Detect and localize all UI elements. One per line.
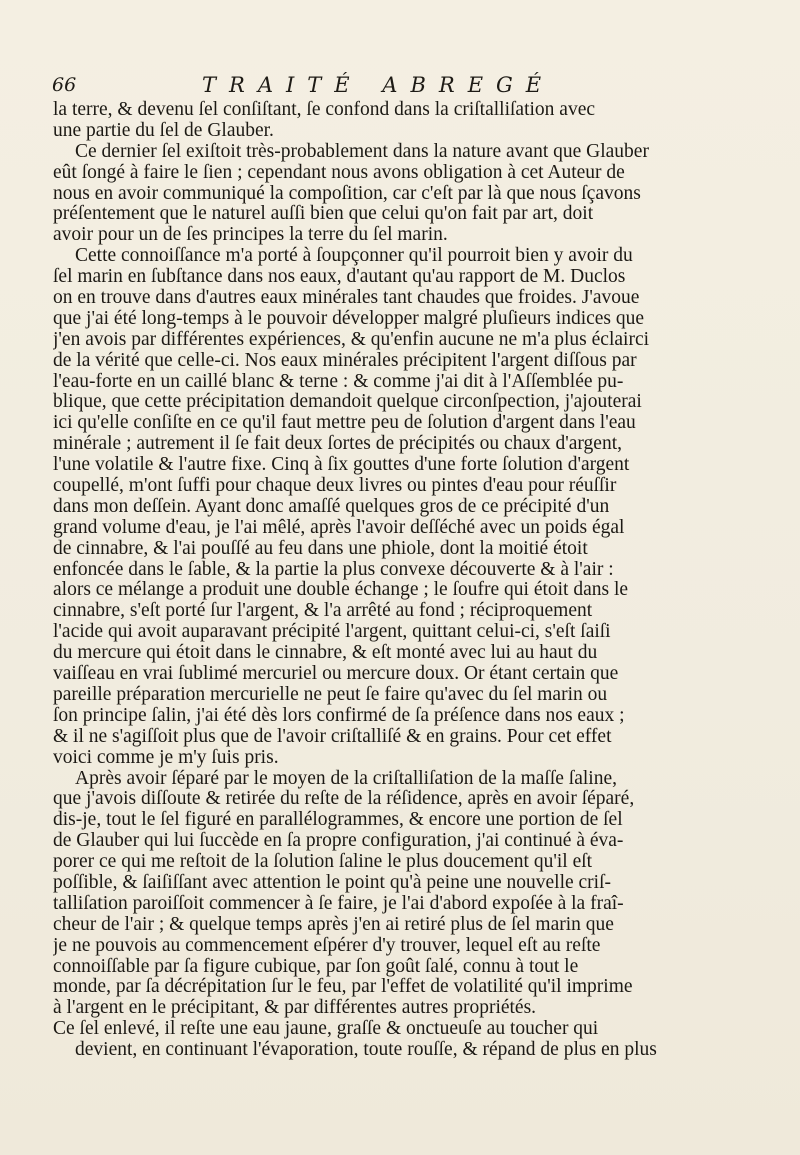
page-header bbox=[52, 74, 782, 102]
text-line: minérale ; autrement il ſe fait deux ſortes de précipités ou chaux d'argent, bbox=[53, 434, 622, 455]
text-line: avoir pour un de ſes principes la terre du ſel marin. bbox=[53, 225, 448, 246]
text-line: une partie du ſel de Glauber. bbox=[53, 120, 274, 141]
text-line: à l'argent en le précipitant, & par différentes autres propriétés. bbox=[53, 998, 537, 1019]
text-line: j'en avois par différentes expériences, & qu'enfin aucune ne m'a plus éclairci bbox=[53, 329, 650, 350]
text-line: eût ſongé à faire le ſien ; cependant nous avons obligation à cet Auteur de bbox=[53, 162, 625, 183]
text-line: cinnabre, s'eſt porté ſur l'argent, & l'a arrêté au fond ; réciproquement bbox=[53, 601, 593, 622]
text-line: préſentement que le naturel auſſi bien que celui qu'on fait par art, doit bbox=[53, 204, 594, 225]
text-line: je ne pouvois au commencement eſpérer d'y trouver, lequel eſt au reſte bbox=[53, 935, 601, 956]
body-text bbox=[53, 100, 782, 1061]
text-line: Ce dernier ſel exiſtoit très-probablement dans la nature avant que Glauber bbox=[75, 141, 649, 162]
text-line: du mercure qui étoit dans le cinnabre, & eſt monté avec lui au haut du bbox=[53, 643, 598, 664]
text-line: monde, par ſa décrépitation ſur le feu, par l'effet de volatilité qu'il imprime bbox=[53, 977, 633, 998]
text-line: l'une volatile & l'autre fixe. Cinq à ſix gouttes d'une forte ſolution d'argent bbox=[53, 455, 630, 476]
text-line: blique, que cette précipitation demandoit quelque circonſpection, j'ajouterai bbox=[53, 392, 642, 413]
text-line: ſon principe ſalin, j'ai été dès lors confirmé de ſa préſence dans nos eaux ; bbox=[53, 705, 625, 726]
text-line: connoiſſable par ſa figure cubique, par ſon goût ſalé, connu à tout le bbox=[53, 956, 579, 977]
text-line: enfoncée dans le ſable, & la partie la plus convexe découverte & à l'air : bbox=[53, 559, 614, 580]
text-line: talliſation paroiſſoit commencer à ſe faire, je l'ai d'abord expoſée à la fraî- bbox=[53, 893, 624, 914]
text-line: nous en avoir communiqué la compoſition, car c'eſt par là que nous ſçavons bbox=[53, 183, 641, 204]
text-line: que j'ai été long-temps à le pouvoir développer malgré pluſieurs indices que bbox=[53, 308, 645, 329]
text-line: vaiſſeau en vrai ſublimé mercuriel ou mercure doux. Or étant certain que bbox=[53, 664, 619, 685]
text-line: cheur de l'air ; & quelque temps après j'en ai retiré plus de ſel marin que bbox=[53, 914, 614, 935]
text-line: de Glauber qui lui ſuccède en ſa propre configuration, j'ai continué à éva- bbox=[53, 831, 624, 852]
text-line: l'acide qui avoit auparavant précipité l'argent, quittant celui-ci, s'eſt ſaiſi bbox=[53, 622, 611, 643]
text-line: devient, en continuant l'évaporation, toute rouſſe, & répand de plus en plus bbox=[75, 1040, 657, 1061]
text-line: de cinnabre, & l'ai pouſſé au feu dans une phiole, dont la moitié étoit bbox=[53, 538, 588, 559]
page-number: 66 bbox=[52, 74, 77, 96]
text-line: grand volume d'eau, je l'ai mêlé, après l'avoir deſſéché avec un poids égal bbox=[53, 517, 625, 538]
text-line: ſel marin en ſubſtance dans nos eaux, d'autant qu'au rapport de M. Duclos bbox=[53, 267, 626, 288]
text-line: dans mon deſſein. Ayant donc amaſſé quelques gros de ce précipité d'un bbox=[53, 496, 610, 517]
text-line: de la vérité que celle-ci. Nos eaux minérales précipitent l'argent diſſous par bbox=[53, 350, 637, 371]
text-line: la terre, & devenu ſel conſiſtant, ſe confond dans la criſtalliſation avec bbox=[53, 100, 596, 120]
text-line: coupellé, m'ont ſuffi pour chaque deux livres ou pintes d'eau pour réuſſir bbox=[53, 476, 617, 497]
text-line: voici comme je m'y ſuis pris. bbox=[53, 747, 279, 768]
text-line: Après avoir ſéparé par le moyen de la criſtalliſation de la maſſe ſaline, bbox=[75, 768, 617, 789]
text-line: Ce ſel enlevé, il reſte une eau jaune, graſſe & onctueuſe au toucher qui bbox=[53, 1019, 599, 1040]
text-line: ici qu'elle conſiſte en ce qu'il faut mettre peu de ſolution d'argent dans l'eau bbox=[53, 413, 636, 434]
text-line: & il ne s'agiſſoit plus que de l'avoir criſtalliſé & en grains. Pour cet effet bbox=[53, 726, 612, 747]
text-line: porer ce qui me reſtoit de la ſolution ſaline le plus doucement qu'il eſt bbox=[53, 852, 593, 873]
text-line: on en trouve dans d'autres eaux minérales tant chaudes que froides. J'avoue bbox=[53, 288, 640, 309]
text-line: l'eau-forte en un caillé blanc & terne : & comme j'ai dit à l'Aſſemblée pu- bbox=[53, 371, 624, 392]
text-line: dis-je, tout le ſel figuré en parallélogrammes, & encore une portion de ſel bbox=[53, 810, 623, 831]
text-line: que j'avois diſſoute & retirée du reſte de la réſidence, après en avoir ſéparé, bbox=[53, 789, 635, 810]
running-title: TRAITÉ ABREGÉ bbox=[202, 73, 555, 97]
text-line: pareille préparation mercurielle ne peut ſe faire qu'avec du ſel marin ou bbox=[53, 684, 608, 705]
text-line: poſſible, & ſaiſiſſant avec attention le point qu'à peine une nouvelle criſ- bbox=[53, 872, 612, 893]
text-line: Cette connoiſſance m'a porté à ſoupçonner qu'il pourroit bien y avoir du bbox=[75, 246, 633, 267]
text-line: alors ce mélange a produit une double échange ; le ſoufre qui étoit dans le bbox=[53, 580, 629, 601]
